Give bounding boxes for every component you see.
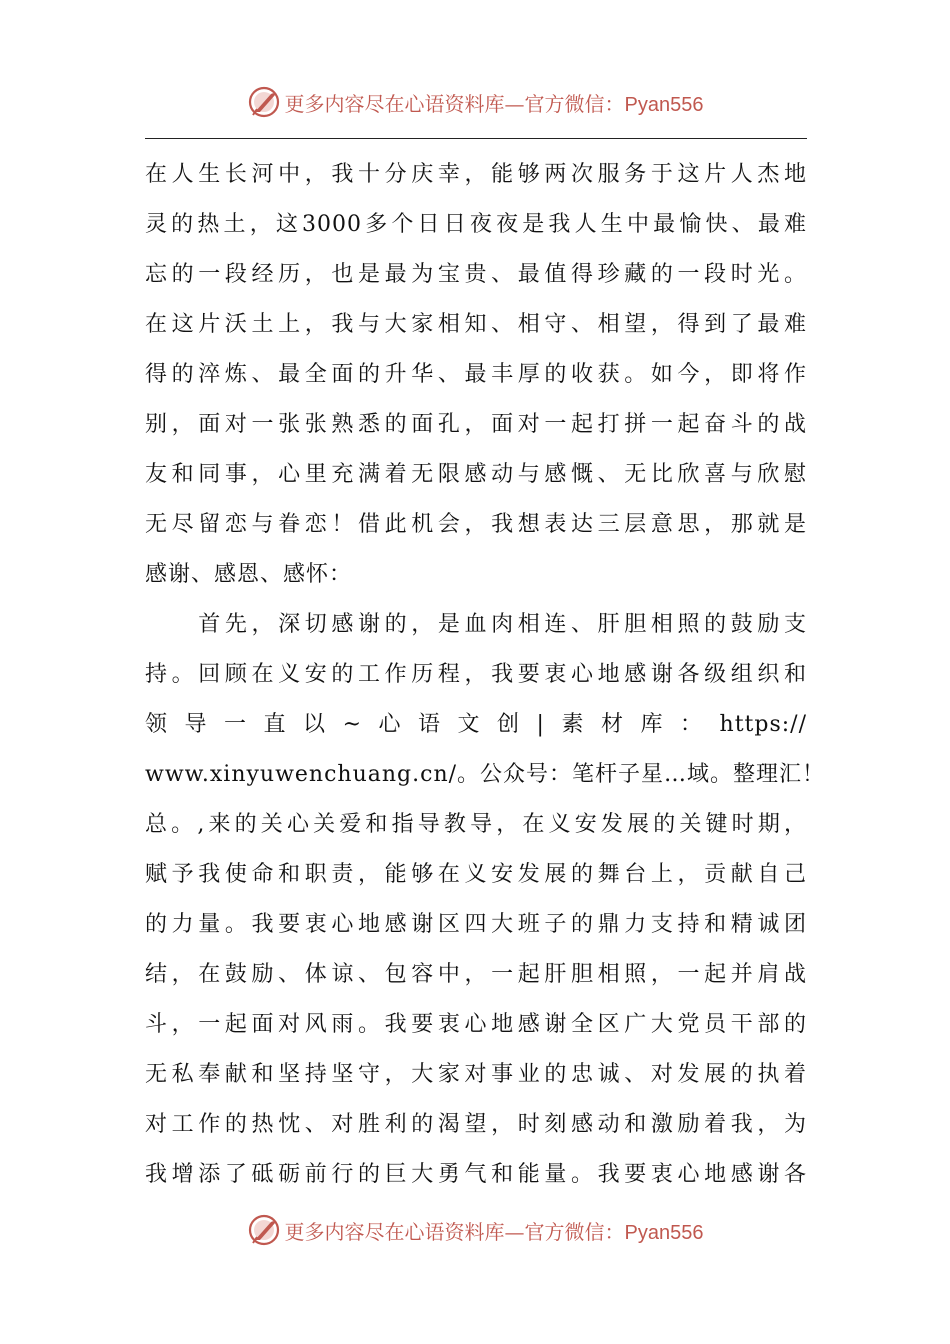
text-line-9: 感谢、感恩、感怀： xyxy=(145,562,353,587)
header-brand-text: 更多内容尽在心语资料库—官方微信： xyxy=(284,91,625,116)
text-line-11: 持。回顾在义安的工作历程，我要衷心地感谢各级组织和 xyxy=(145,662,807,687)
text-line-15: 赋予我使命和职责，能够在义安发展的舞台上，贡献自己 xyxy=(145,862,807,887)
text-line-16: 的力量。我要衷心地感谢区四大班子的鼎力支持和精诚团 xyxy=(145,912,807,937)
footer-wechat-account: Pyan556 xyxy=(624,1221,704,1244)
header-brand xyxy=(285,88,704,117)
text-line-6: 别，面对一张张熟悉的面孔，面对一起打拼一起奋斗的战 xyxy=(145,412,807,437)
text-line-5: 得的淬炼、最全面的升华、最丰厚的收获。如今，即将作 xyxy=(145,362,807,387)
text-line-18: 斗，一起面对风雨。我要衷心地感谢全区广大党员干部的 xyxy=(145,1012,807,1037)
text-line-4: 在这片沃土上，我与大家相知、相守、相望，得到了最难 xyxy=(145,312,807,337)
text-line-8: 无尽留恋与眷恋！借此机会，我想表达三层意思，那就是 xyxy=(145,512,807,537)
text-line-3: 忘的一段经历，也是最为宝贵、最值得珍藏的一段时光。 xyxy=(145,262,807,287)
footer-banner xyxy=(0,1210,950,1250)
text-line-2: 灵的热土，这3000多个日日夜夜是我人生中最愉快、最难 xyxy=(145,212,807,237)
quill-seal-icon xyxy=(247,1213,281,1247)
footer-brand xyxy=(285,1216,704,1245)
text-line-14: 总。,来的关心关爱和指导教导，在义安发展的关键时期， xyxy=(145,812,807,837)
text-line-7: 友和同事，心里充满着无限感动与感慨、无比欣喜与欣慰 xyxy=(145,462,807,487)
header-banner xyxy=(0,82,950,122)
text-line-17: 结，在鼓励、体谅、包容中，一起肝胆相照，一起并肩战 xyxy=(145,962,807,987)
text-line-20: 对工作的热忱、对胜利的渴望，时刻感动和激励着我，为 xyxy=(145,1112,807,1137)
document-body xyxy=(145,150,826,1200)
text-line-12: 领导一直以~心语文创|素材库：https:// xyxy=(145,712,807,737)
header-wechat-account: Pyan556 xyxy=(624,93,704,116)
text-line-21: 我增添了砥砺前行的巨大勇气和能量。我要衷心地感谢各 xyxy=(145,1162,807,1187)
header-divider xyxy=(145,138,807,139)
text-line-19: 无私奉献和坚持坚守，大家对事业的忠诚、对发展的执着 xyxy=(145,1062,807,1087)
footer-brand-text: 更多内容尽在心语资料库—官方微信： xyxy=(284,1219,625,1244)
text-line-13: www.xinyuwenchuang.cn/。公众号：笔杆子星…域。整理汇！ xyxy=(145,762,826,787)
text-line-1: 在人生长河中，我十分庆幸，能够两次服务于这片人杰地 xyxy=(145,162,807,187)
text-line-10: 首先，深切感谢的，是血肉相连、肝胆相照的鼓励支 xyxy=(145,612,807,637)
quill-seal-icon xyxy=(247,85,281,119)
